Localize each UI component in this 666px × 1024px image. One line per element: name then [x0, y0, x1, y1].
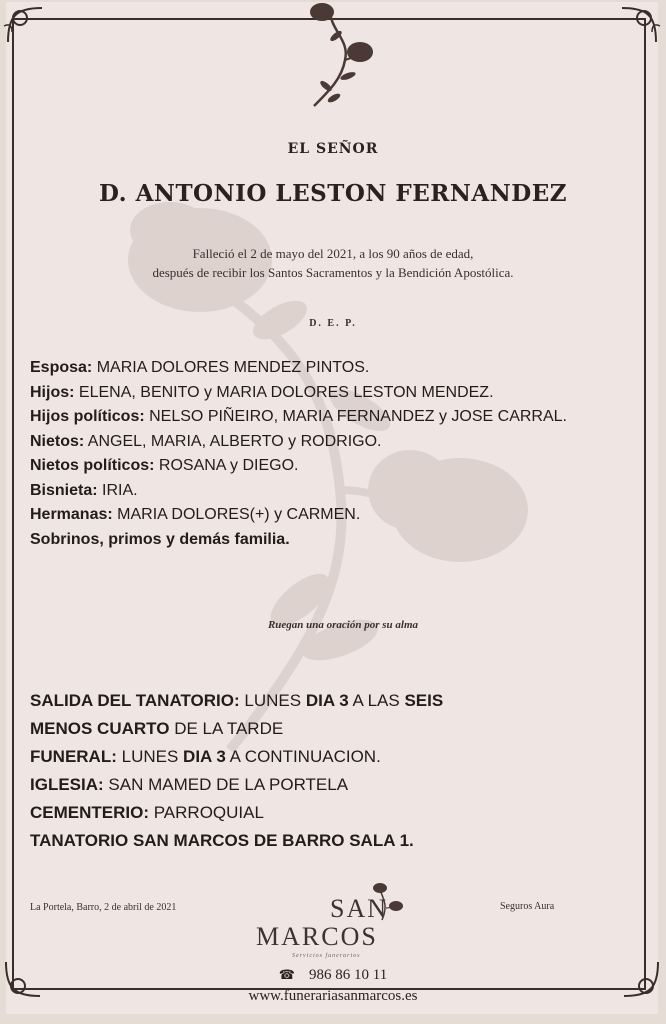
church-value: SAN MAMED DE LA PORTELA	[108, 775, 349, 794]
corner-ornament-icon	[618, 2, 662, 46]
service-details	[30, 687, 640, 855]
family-closing: Sobrinos, primos y demás familia.	[30, 530, 290, 548]
logo-line: MARCOS	[256, 922, 378, 951]
family-label: Hijos:	[30, 383, 75, 401]
cemetery-value: PARROQUIAL	[153, 803, 264, 822]
phone-number: 986 86 10 11	[309, 967, 388, 983]
family-entry	[30, 430, 640, 455]
family-label: Hijos políticos:	[30, 408, 145, 425]
telephone-icon: ☎	[278, 967, 295, 982]
deceased-name: D. ANTONIO LESTON FERNANDEZ	[98, 180, 568, 207]
logo-rose-icon	[368, 880, 408, 924]
logo-line: SAN	[330, 894, 389, 923]
family-label: Hermanas:	[30, 506, 113, 523]
death-notice-line: después de recibir los Santos Sacramentos y la Bendición Apostólica.	[152, 265, 514, 280]
title-prefix: EL SEÑOR	[287, 141, 379, 157]
website-link[interactable]: www.funerariasanmarcos.es	[248, 988, 418, 1004]
family-value: ANGEL, MARIA, ALBERTO y RODRIGO.	[87, 432, 382, 450]
funeral-home-logo	[250, 880, 420, 962]
family-entry	[30, 454, 640, 479]
funeral-day: LUNES	[121, 747, 179, 766]
church-entry	[30, 771, 640, 799]
departure-date: DIA 3	[305, 691, 349, 710]
departure-day: LUNES	[244, 691, 302, 710]
funeral-time: A CONTINUACION.	[229, 747, 381, 766]
family-value: ELENA, BENITO y MARIA DOLORES LESTON MENDEZ.	[78, 383, 494, 401]
dep-abbreviation: D. E. P.	[309, 318, 357, 329]
logo-tagline: Servicios funerarios	[292, 953, 361, 959]
family-label: Esposa:	[30, 359, 93, 376]
family-label: Bisnieta:	[30, 481, 98, 499]
funeral-label: FUNERAL:	[30, 747, 117, 766]
family-value: NELSO PIÑEIRO, MARIA FERNANDEZ y JOSE CARRAL.	[149, 408, 567, 425]
death-notice-line: Falleció el 2 de mayo del 2021, a los 90 años de edad,	[192, 246, 474, 261]
corner-ornament-icon	[2, 2, 46, 46]
family-value: MARIA DOLORES(+) y CARMEN.	[117, 506, 361, 523]
prayer-request: Ruegan una oración por su alma	[267, 619, 419, 631]
family-list	[30, 356, 640, 552]
departure-connector: A LAS	[352, 691, 400, 710]
family-entry	[30, 356, 640, 381]
family-label: Nietos:	[30, 432, 85, 450]
departure-label: SALIDA DEL TANATORIO:	[30, 691, 240, 710]
family-value: ROSANA y DIEGO.	[158, 457, 299, 474]
departure-hour-part: MENOS CUARTO	[30, 719, 170, 738]
departure-entry	[30, 687, 640, 743]
departure-hour: SEIS	[404, 691, 444, 710]
phone-line	[0, 967, 666, 984]
funeral-home-entry: TANATORIO SAN MARCOS DE BARRO SALA 1.	[30, 831, 414, 850]
family-value: IRIA.	[102, 481, 138, 499]
church-label: IGLESIA:	[30, 775, 104, 794]
family-entry	[30, 405, 640, 430]
family-label: Nietos políticos:	[30, 457, 155, 474]
insurer-name: Seguros Aura	[500, 901, 555, 912]
family-entry	[30, 381, 640, 406]
family-entry	[30, 479, 640, 504]
departure-period: DE LA TARDE	[174, 719, 284, 738]
family-entry	[30, 503, 640, 528]
cemetery-label: CEMENTERIO:	[30, 803, 149, 822]
death-notice	[0, 244, 666, 282]
family-value: MARIA DOLORES MENDEZ PINTOS.	[96, 359, 370, 376]
cemetery-entry	[30, 799, 640, 827]
place-date: La Portela, Barro, 2 de abril de 2021	[30, 902, 177, 913]
funeral-date: DIA 3	[183, 747, 226, 766]
rose-emblem-icon	[300, 0, 380, 112]
funeral-entry	[30, 743, 640, 771]
